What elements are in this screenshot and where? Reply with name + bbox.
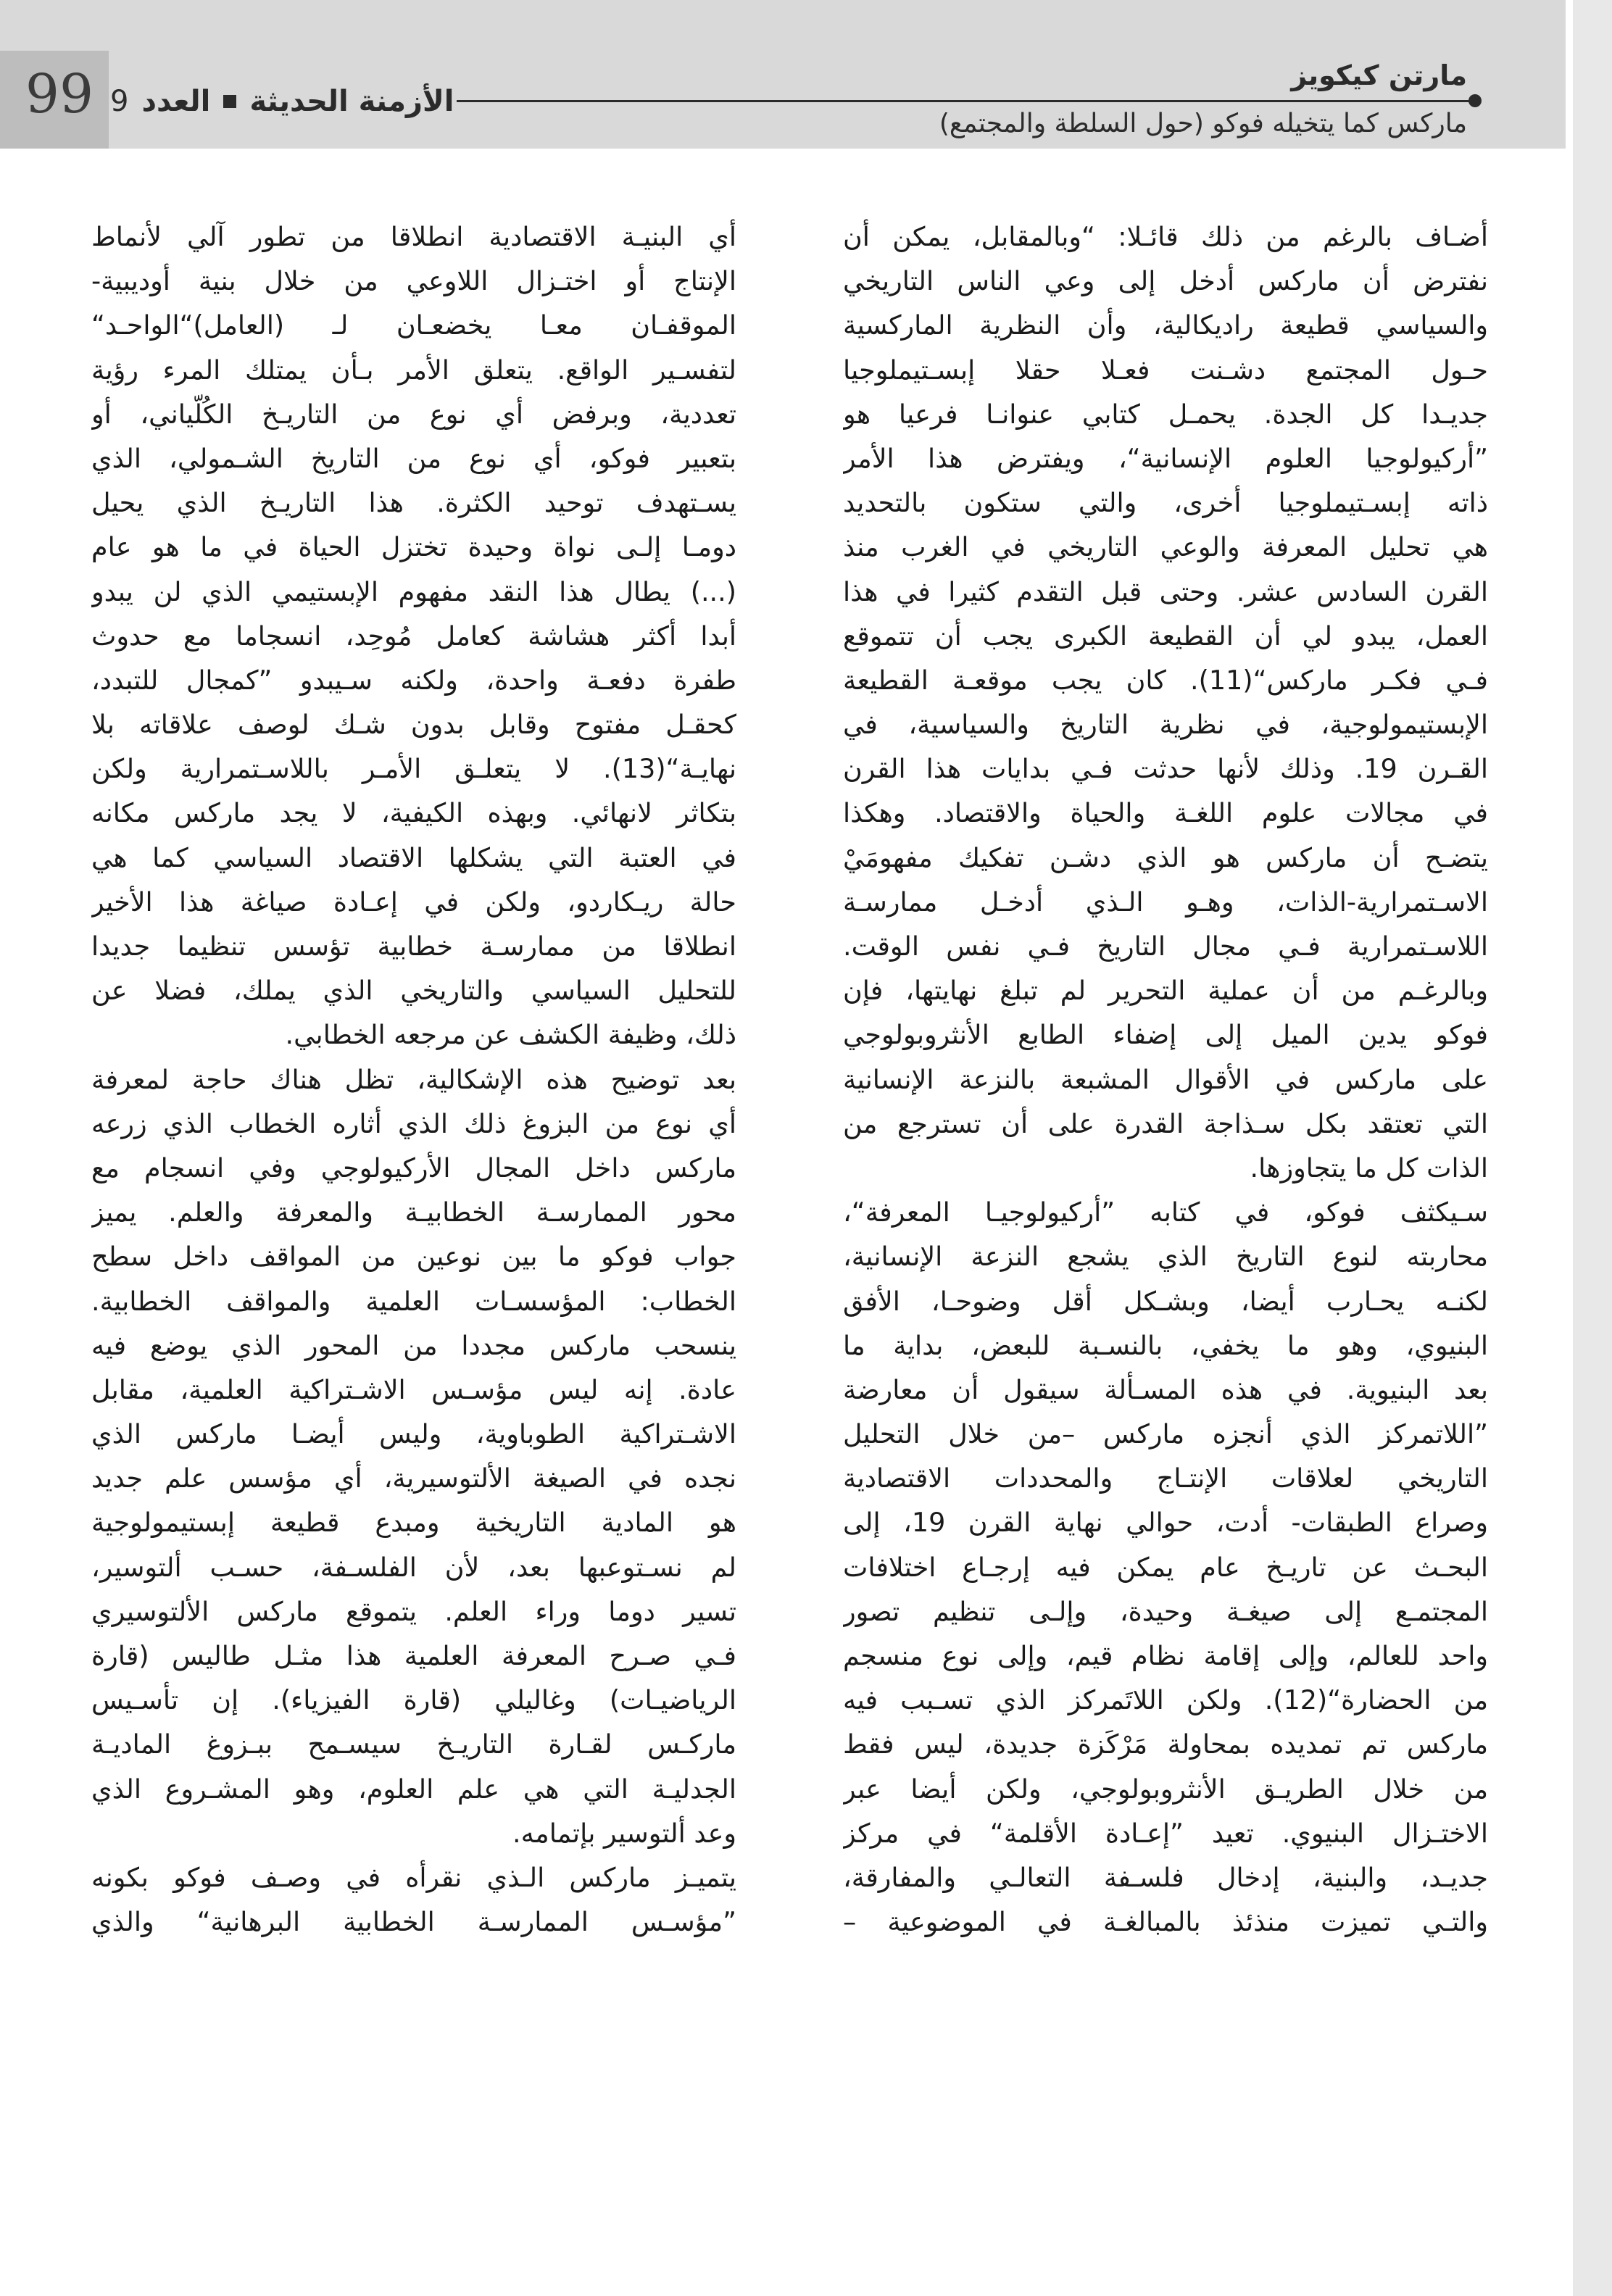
text-line: جديـدا كل الجدة. يحمـل كتابي عنوانـا فرعيا هو xyxy=(843,398,1488,430)
text-line: بتعبير فوكو، أي نوع من التاريخ الشـمولي، الذي xyxy=(91,442,736,474)
text-line: والسياسي قطيعة راديكالية، وأن النظرية الماركسية xyxy=(843,309,1488,341)
text-line: هي تحليل المعرفة والوعي التاريخي في الغرب منذ xyxy=(843,531,1488,563)
text-line: القرن السادس عشر. وحتى قبل التقدم كثيرا في هذا xyxy=(843,575,1488,607)
text-line: انطلاقا من ممارسـة خطابية تؤسس تنظيما جديدا xyxy=(91,931,736,962)
text-line: أي نوع من البزوغ ذلك الذي أثاره الخطاب الذي زرعه xyxy=(91,1107,736,1139)
text-line: الذات كل ما يتجاوزها. xyxy=(1250,1152,1488,1184)
text-line: من خلال الطريـق الأنثروبولوجي، ولكن أيضا عبر xyxy=(843,1773,1488,1805)
text-line: في مجالات علوم اللغـة والحياة والاقتصاد. وهكذا xyxy=(843,797,1488,829)
text-line: بعد توضيح هذه الإشكالية، تظل هناك حاجة لمعرفة xyxy=(91,1063,736,1095)
text-line: كحقـل مفتوح وقابل بدون شـك لوصف علاقاته بلا xyxy=(91,709,736,741)
text-line: فوكو يدين الميل إلى إضفاء الطابع الأنثروبولوجي xyxy=(843,1019,1488,1051)
text-line: سـيكثف فوكو، في كتابه ”أركيولوجيـا المعرفة“، xyxy=(843,1197,1488,1228)
text-line: الاشـتراكية الطوباوية، وليس أيضـا ماركس الذي xyxy=(91,1418,736,1450)
journal-name: الأزمنة الحديثة xyxy=(249,85,454,118)
text-line: فـي فكـر ماركس“(11). كان يجب موقعـة القطيعة xyxy=(843,664,1488,696)
text-line: طفرة دفعـة واحدة، ولكنه سـيبدو ”كمجال للتبدد، xyxy=(91,664,736,696)
text-line: لكنـه يحـارب أيضا، وبشـكل أقل وضوحـا، الأفق xyxy=(843,1285,1488,1317)
text-line: على ماركس في الأقوال المشبعة بالنزعة الإنسانية xyxy=(843,1063,1488,1095)
text-line: في العتبة التي يشكلها الاقتصاد السياسي كما هي xyxy=(91,841,736,873)
text-line: نهايـة“(13). لا يتعلـق الأمـر باللاسـتمرارية ولكن xyxy=(91,753,736,785)
text-line: التي تعتقد بكل سـذاجة القدرة على أن تسترجع من xyxy=(843,1107,1488,1139)
text-line: البحـث عن تاريـخ عام يمكن فيه إرجـاع اختلافات xyxy=(843,1551,1488,1583)
text-line: تسير دوما وراء العلم. يتموقع ماركس الألتوسيري xyxy=(91,1595,736,1627)
text-line: المجتمـع إلى صيغـة وحيدة، وإلـى تنظيم تصور xyxy=(843,1595,1488,1627)
text-line: الجدليـة التي هي علم العلوم، وهو المشـروع الذي xyxy=(91,1773,736,1805)
text-line: لم نسـتوعبها بعد، لأن الفلسـفة، حسـب ألتوسير، xyxy=(91,1551,736,1583)
text-line: الموقفـان معـا يخضعـان لـ (العامل)“الواحـد“ xyxy=(91,309,736,341)
text-line: القـرن 19. وذلك لأنها حدثت فـي بدايات هذا القرن xyxy=(843,753,1488,785)
body-column-left xyxy=(91,215,736,1944)
text-line: يتميـز ماركس الـذي نقرأه في وصـف فوكو بكونه xyxy=(91,1861,736,1893)
text-line: جديـد، والبنية، إدخال فلسـفة التعالـي والمفارقة، xyxy=(843,1861,1488,1893)
text-line: للتحليل السياسي والتاريخي الذي يملك، فضلا عن xyxy=(91,975,736,1007)
text-line: جواب فوكو ما بين نوعين من المواقف داخل سطح xyxy=(91,1241,736,1273)
text-line: بتكاثر لانهائي. وبهذه الكيفية، لا يجد ماركس مكانه xyxy=(91,797,736,829)
text-line: أبدا أكثر هشاشة كعامل مُوحِد، انسجاما مع حدوث xyxy=(91,620,736,652)
text-line: ”أركيولوجيا العلوم الإنسانية“، ويفترض هذا الأمر xyxy=(843,442,1488,474)
header-rule xyxy=(457,100,1479,102)
text-line: الخطاب: المؤسسـات العلمية والمواقف الخطابية. xyxy=(91,1285,736,1317)
journal-running-head xyxy=(110,72,454,130)
text-line: ماركس تم تمديده بمحاولة مَرْكَزة جديدة، ليس فقط xyxy=(843,1729,1488,1760)
page-number: 99 xyxy=(25,63,94,125)
text-line: ذاته إبسـتيملوجيا أخرى، والتي ستكون بالتحديد xyxy=(843,487,1488,519)
text-line: أضـاف بالرغم من ذلك قائـلا: “وبالمقابل، يمكن أن xyxy=(843,221,1488,252)
text-line: وبالرغـم من أن عملية التحرير لم تبلغ نهايتها، فإن xyxy=(843,975,1488,1007)
text-line: اللاسـتمرارية فـي مجال التاريخ فـي نفس الوقت. xyxy=(843,931,1488,962)
text-line: الإنتاج أو اختـزال اللاوعي من خلال بنية أوديبية- xyxy=(91,265,736,297)
text-line: ”اللاتمركز الذي أنجزه ماركس –من خلال التحليل xyxy=(843,1418,1488,1450)
issue-label: العدد xyxy=(141,85,211,118)
text-line: فـي صـرح المعرفة العلمية هذا مثـل طاليس (قارة xyxy=(91,1640,736,1671)
text-line: أي البنيـة الاقتصادية انطلاقا من تطور آلي لأنماط xyxy=(91,221,736,252)
text-line: التاريخي لعلاقات الإنتـاج والمحددات الاقتصادية xyxy=(843,1463,1488,1494)
text-line: بعد البنيوية. في هذه المسـألة سيقول أن معارضة xyxy=(843,1373,1488,1405)
body-column-right xyxy=(843,215,1488,1944)
text-line: ذلك، وظيفة الكشف عن مرجعه الخطابي. xyxy=(285,1019,736,1051)
text-line: وعد ألتوسير بإتمامه. xyxy=(512,1817,736,1849)
text-line: محاربته لنوع التاريخ الذي يشجع النزعة الإنسانية، xyxy=(843,1241,1488,1273)
text-line: العمل، يبدو لي أن القطيعة الكبرى يجب أن تتموقع xyxy=(843,620,1488,652)
square-bullet-icon xyxy=(223,95,236,108)
text-line: البنيوي، وهو ما يخفي، بالنسـبة للبعض، بداية ما xyxy=(843,1329,1488,1361)
text-line: الإبستيمولوجية، في نظرية التاريخ والسياسية، في xyxy=(843,709,1488,741)
text-line: الاختـزال البنيوي. تعيد ”إعـادة الأقلمة“ في مركز xyxy=(843,1817,1488,1849)
text-line: حالة ريـكاردو، ولكن في إعـادة صياغة هذا الأخير xyxy=(91,886,736,918)
text-line: الرياضيـات) وغاليلي (قارة الفيزياء). إن تأسـيس xyxy=(91,1684,736,1716)
text-line: من الحضارة“(12). ولكن اللاتَمركز الذي تسـبب فيه xyxy=(843,1684,1488,1716)
text-line: تعددية، وبرفض أي نوع من التاريـخ الكُلّياني، أو xyxy=(91,398,736,430)
text-line: نجده في الصيغة الألتوسيرية، أي مؤسس علم جديد xyxy=(91,1463,736,1494)
issue-number: 9 xyxy=(110,85,129,118)
text-line: حـول المجتمع دشـنت فعـلا حقلا إبسـتيملوجيا xyxy=(843,354,1488,386)
text-line: ينسحب ماركس مجددا من المحور الذي يوضع فيه xyxy=(91,1329,736,1361)
text-line: يتضـح أن ماركس هو الذي دشـن تفكيك مفهومَيْ xyxy=(843,841,1488,873)
article-title: ماركس كما يتخيله فوكو (حول السلطة والمجتمع) xyxy=(939,109,1467,138)
text-line: ماركس داخل المجال الأركيولوجي وفي انسجام مع xyxy=(91,1152,736,1184)
text-line: عادة. إنه ليس مؤسـس الاشـتراكية العلمية، مقابل xyxy=(91,1373,736,1405)
page-edge xyxy=(1573,0,1612,2296)
author-name: مارتن كيكويز xyxy=(1291,59,1467,91)
text-line: وصراع الطبقات- أدت، حوالي نهاية القرن 19، إلى xyxy=(843,1507,1488,1539)
text-line: هو المادية التاريخية ومبدع قطيعة إبستيمولوجية xyxy=(91,1507,736,1539)
text-line: يسـتهدف توحيد الكثرة. هذا التاريـخ الذي يحيل xyxy=(91,487,736,519)
text-line: واحد للعالم، وإلى إقامة نظام قيم، وإلى نوع منسجم xyxy=(843,1640,1488,1671)
text-line: والتـي تميزت منذئذ بالمبالغـة في الموضوعية – xyxy=(843,1906,1488,1938)
text-line: (...) يطال هذا النقد مفهوم الإبستيمي الذي لن يبدو xyxy=(91,575,736,607)
text-line: محور الممارسـة الخطابيـة والمعرفة والعلم. يميز xyxy=(91,1197,736,1228)
text-line: الاسـتمرارية-الذات، وهـو الـذي أدخـل ممارسـة xyxy=(843,886,1488,918)
text-line: دومـا إلـى نواة وحيدة تختزل الحياة في ما هو عام xyxy=(91,531,736,563)
header-dot-icon xyxy=(1468,94,1482,107)
text-line: نفترض أن ماركس أدخل إلى وعي الناس التاريخي xyxy=(843,265,1488,297)
text-line: ”مؤسـس الممارسـة الخطابية البرهانية“ والذي xyxy=(91,1906,736,1938)
text-line: ماركـس لقـارة التاريـخ سيسـمح ببـزوغ الماديـة xyxy=(91,1729,736,1760)
text-line: لتفسـير الواقع. يتعلق الأمر بـأن يمتلك المرء رؤية xyxy=(91,354,736,386)
